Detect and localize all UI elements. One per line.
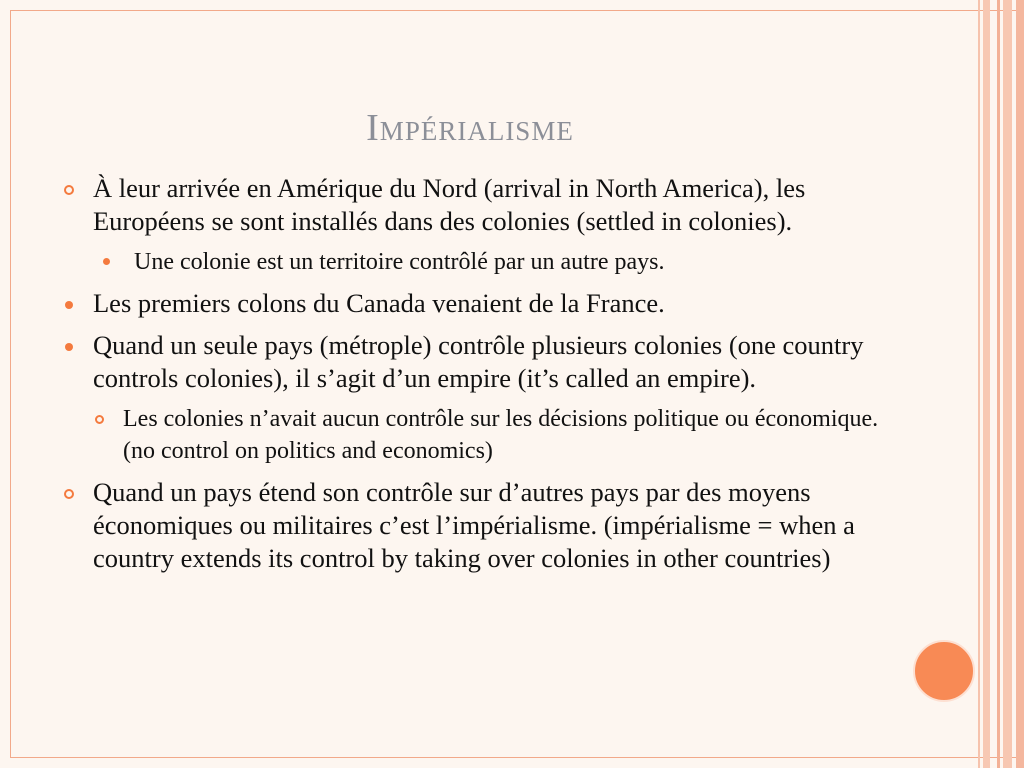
list-item xyxy=(62,172,912,238)
ring-bullet-icon xyxy=(95,415,104,424)
decorative-stripes xyxy=(974,0,1024,768)
ring-bullet-icon xyxy=(64,489,74,499)
bullet-text: Quand un seule pays (métrople) contrôle plusieurs colonies (one country controls colonies), il s’agit d’un empire (it’s called an empire). xyxy=(93,330,864,393)
bullet-text: Quand un pays étend son contrôle sur d’autres pays par des moyens économiques ou militaires c’est l’impérialisme. (impérialisme = when a country extends its control by taking over colonies in other countries) xyxy=(93,477,855,573)
bullet-list xyxy=(62,172,912,575)
list-item xyxy=(62,476,912,575)
stripe xyxy=(997,0,1000,768)
stripe xyxy=(1003,0,1012,768)
slide-title: Impérialisme xyxy=(366,107,574,149)
ring-bullet-icon xyxy=(64,185,74,195)
stripe xyxy=(983,0,990,768)
bullet-text: Une colonie est un territoire contrôlé par un autre pays. xyxy=(134,249,665,275)
list-item xyxy=(62,246,912,278)
stripe xyxy=(978,0,980,768)
bullet-text: À leur arrivée en Amérique du Nord (arrival in North America), les Européens se sont installés dans des colonies (settled in colonies). xyxy=(93,173,806,236)
list-item xyxy=(62,329,912,395)
bullet-text: Les colonies n’avait aucun contrôle sur les décisions politique ou économique. (no control on politics and economics) xyxy=(123,406,879,464)
dot-bullet-icon xyxy=(103,258,110,265)
dot-bullet-icon xyxy=(65,301,73,309)
dot-bullet-icon xyxy=(65,343,73,351)
decorative-circle-icon xyxy=(913,640,975,702)
stripe xyxy=(1016,0,1024,768)
list-item xyxy=(62,403,912,467)
list-item xyxy=(62,287,912,320)
bullet-text: Les premiers colons du Canada venaient de la France. xyxy=(93,288,665,318)
